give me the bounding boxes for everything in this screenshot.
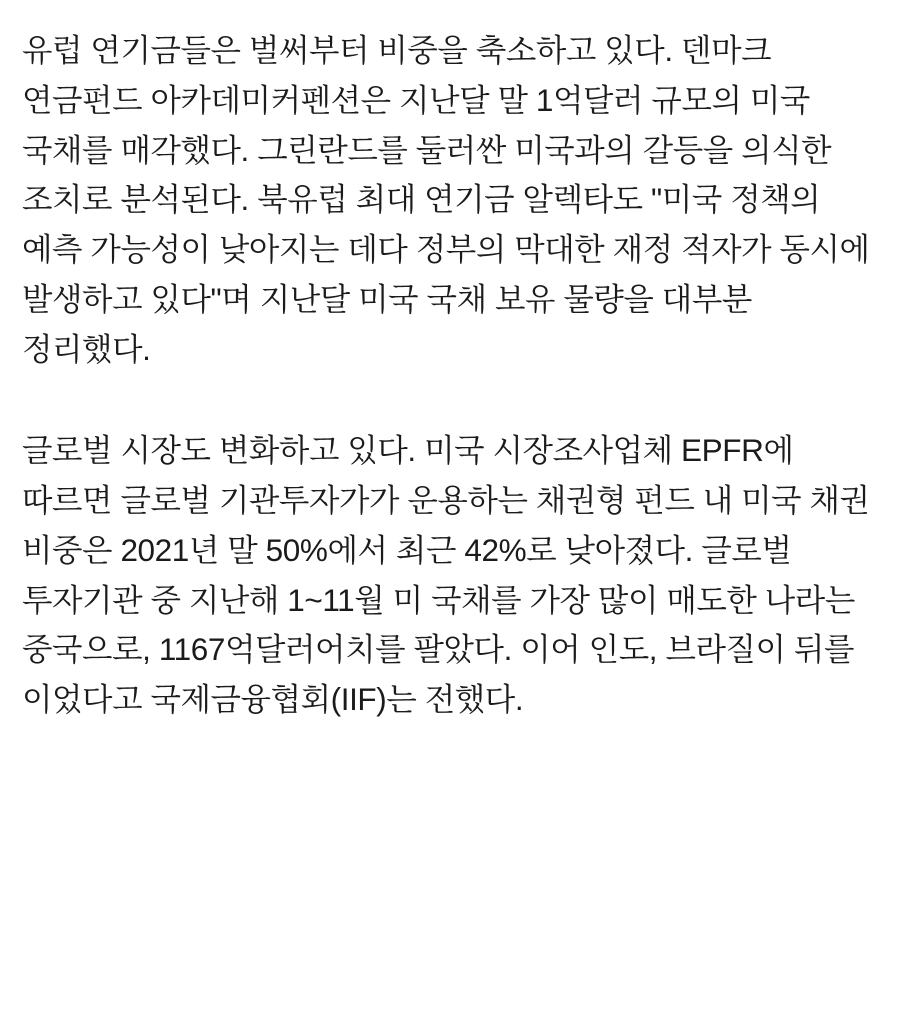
article-paragraph-1: 유럽 연기금들은 벌써부터 비중을 축소하고 있다. 덴마크 연금펀드 아카데미커펜션은 지난달 말 1억달러 규모의 미국 국채를 매각했다. 그린란드를 둘러싼 미국과의 갈등을 의식한 조치로 분석된다. 북유럽 최대 연기금 알렉타도 "미국 정책의 예측 가능성이 낮아지는 데다 정부의 막대한 재정 적자가 동시에 발생하고 있다"며 지난달 미국 국채 보유 물량을 대부분 정리했다. — [22, 32, 870, 367]
article-paragraph-2: 글로벌 시장도 변화하고 있다. 미국 시장조사업체 EPFR에 따르면 글로벌 기관투자가가 운용하는 채권형 펀드 내 미국 채권 비중은 2021년 말 50%에서 최근 42%로 낮아졌다. 글로벌 투자기관 중 지난해 1~11월 미 국채를 가장 많이 매도한 나라는 중국으로, 1167억달러어치를 팔았다. 이어 인도, 브라질이 뒤를 이었다고 국제금융협회(IIF)는 전했다. — [22, 432, 870, 718]
